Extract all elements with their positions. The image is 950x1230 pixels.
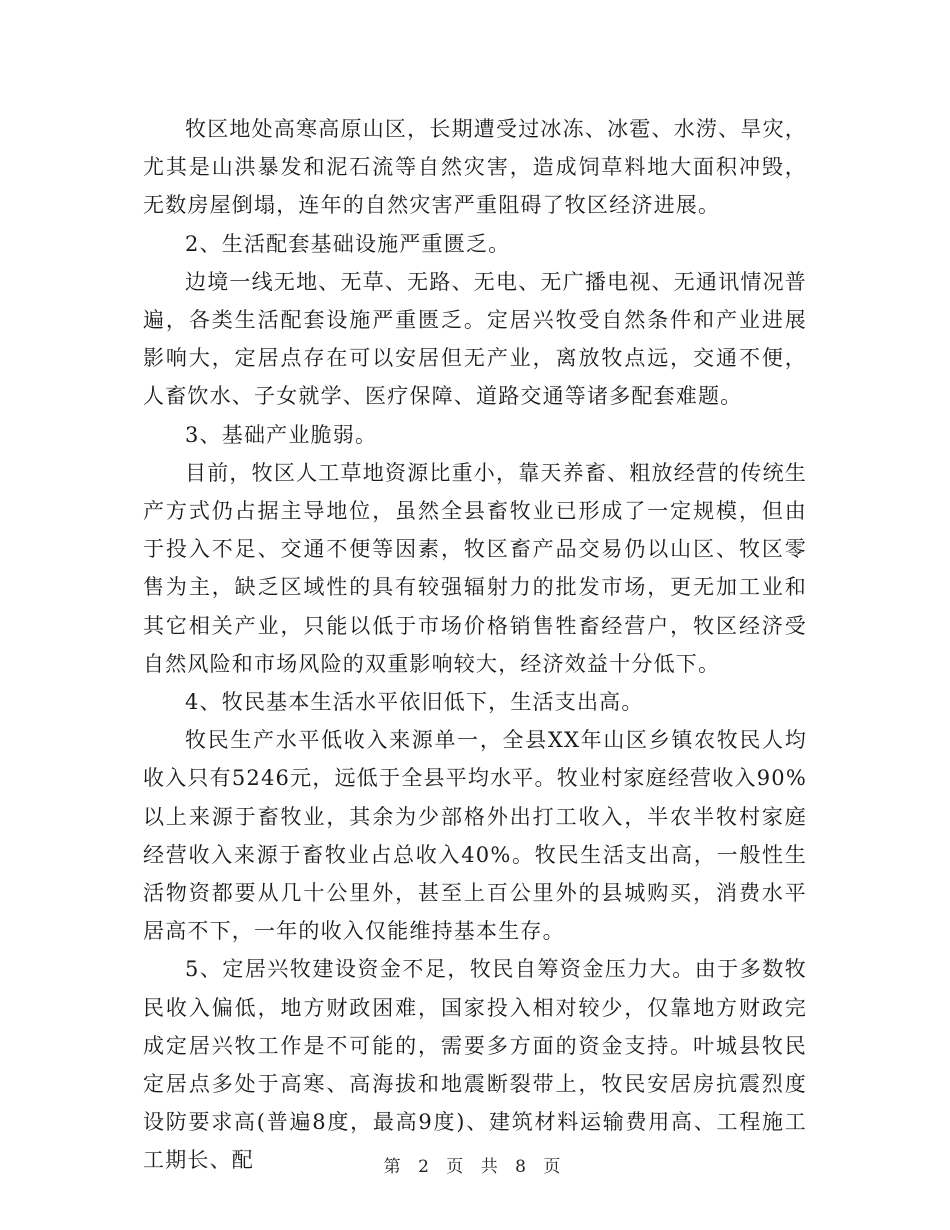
paragraph-funding: 5、定居兴牧建设资金不足，牧民自筹资金压力大。由于多数牧民收入偏低，地方财政困难，国家投入相对较少，仅靠地方财政完成定居兴牧工作是不可能的，需要多方面的资金支持。叶城县牧民定居点多处于高寒、高海拔和地震断裂带上，牧民安居房抗震烈度设防要求高(普遍8度，最高9度)、建筑材料运输费用高、工程施工工期长、配 (143, 957, 807, 1173)
page-number-footer: 第 2 页 共 8 页 (383, 1157, 567, 1177)
paragraph-living-standard: 牧民生产水平低收入来源单一，全县XX年山区乡镇农牧民人均收入只有5246元，远低于全县平均水平。牧业村家庭经营收入90%以上来源于畜牧业，其余为少部格外出打工收入，半农半牧村家庭经营收入来源于畜牧业占总收入40%。牧民生活支出高，一般性生活物资都要从几十公里外，甚至上百公里外的县城购买，消费水平居高不下，一年的收入仅能维持基本生存。 (143, 728, 807, 944)
paragraph-infrastructure: 边境一线无地、无草、无路、无电、无广播电视、无通讯情况普遍，各类生活配套设施严重匮乏。定居兴牧受自然条件和产业进展影响大，定居点存在可以安居但无产业，离放牧点远，交通不便，人畜饮水、子女就学、医疗保障、道路交通等诸多配套难题。 (143, 269, 807, 409)
section-heading-infrastructure: 2、生活配套基础设施严重匮乏。 (185, 231, 511, 256)
paragraph-natural-disasters: 牧区地处高寒高原山区，长期遭受过冰冻、冰雹、水涝、旱灾，尤其是山洪暴发和泥石流等自然灾害，造成饲草料地大面积冲毁，无数房屋倒塌，连年的自然灾害严重阻碍了牧区经济进展。 (143, 117, 807, 218)
section-heading-living-standard: 4、牧民基本生活水平依旧低下，生活支出高。 (185, 690, 644, 715)
paragraph-industry: 目前，牧区人工草地资源比重小，靠天养畜、粗放经营的传统生产方式仍占据主导地位，虽然全县畜牧业已形成了一定规模，但由于投入不足、交通不便等因素，牧区畜产品交易仍以山区、牧区零售为主，缺乏区域性的具有较强辐射力的批发市场，更无加工业和其它相关产业，只能以低于市场价格销售牲畜经营户，牧区经济受自然风险和市场风险的双重影响较大，经济效益十分低下。 (143, 460, 807, 676)
section-heading-industry: 3、基础产业脆弱。 (185, 422, 378, 447)
document-body (143, 110, 807, 1180)
